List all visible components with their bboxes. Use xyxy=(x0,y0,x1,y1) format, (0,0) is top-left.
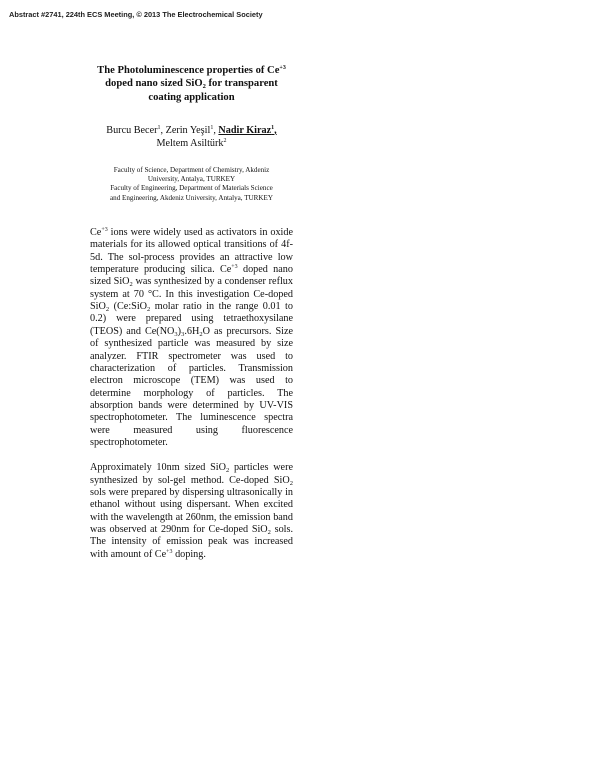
abstract-column xyxy=(90,64,293,561)
affiliation-2-line-2: and Engineering, Akdeniz University, Antalya, TURKEY xyxy=(110,193,273,202)
abstract-paragraph-1: $Ce^{+3}$ ions were widely used as activators in oxide materials for its allowed optical transitions of 4f-5d. The sol-process provides an attractive low temperature producing silica. $Ce^{+3}$ doped nano sized SiO$_2$ was synthesized by a condenser reflux system at 70 °C. In this investigation Ce-doped SiO$_2$ (Ce:SiO$_2$ molar ratio in the range 0.01 to 0.2) were prepared using tetraethoxysilane (TEOS) and $Ce(NO_3)_3.6H_2O$ as precursors. Size of synthesized particle was measured by size analyzer. FTIR spectrometer was used to characterization of particles. Transmission electron microscope (TEM) was used to determine morphology of particles. The absorption bands were determined by UV-VIS spectrophotometer. The luminescence spectra were measured using fluorescence spectrophotometer. xyxy=(90,227,293,448)
paper-title xyxy=(90,64,293,104)
title-line-3: coating application xyxy=(148,91,235,103)
author-list: Burcu Becer$^1$, Zerin Yeşil$^1$, Nadir Kiraz$^1$, Meltem Asiltürk$^2$ xyxy=(106,124,277,149)
abstract-paragraph-2: Approximately 10nm sized SiO$_2$ particles were synthesized by sol-gel method. Ce-doped SiO$_2$ sols were prepared by dispersing ultrasonically in ethanol without using dispersant. When excited with the wavelength at 260nm, the emission band was observed at 290nm for Ce-doped SiO$_2$ sols. The intensity of emission peak was increased with amount of $Ce^{+3}$ doping. xyxy=(90,462,293,560)
author-3-presenter: Nadir Kiraz$^1$, xyxy=(218,124,277,136)
affiliation-2-line-1: Faculty of Engineering, Department of Materials Science xyxy=(110,184,273,193)
author-2: , Zerin Yeşil$^1$ xyxy=(160,124,214,136)
title-line-2: doped nano sized SiO$_2$ for transparent xyxy=(105,78,278,91)
author-1: Burcu Becer$^1$ xyxy=(106,124,161,136)
affiliation-1-line-1: Faculty of Science, Department of Chemistry, Akdeniz xyxy=(113,165,270,174)
author-4: Meltem Asiltürk$^2$ xyxy=(156,137,227,149)
title-line-1: The Photoluminescence properties of $Ce^{+3}$ xyxy=(97,65,286,76)
meeting-header: Abstract #2741, 224th ECS Meeting, © 2013 The Electrochemical Society xyxy=(9,10,263,19)
affiliations xyxy=(90,166,293,203)
affiliation-1-line-2: University, Antalya, TURKEY xyxy=(147,175,236,184)
